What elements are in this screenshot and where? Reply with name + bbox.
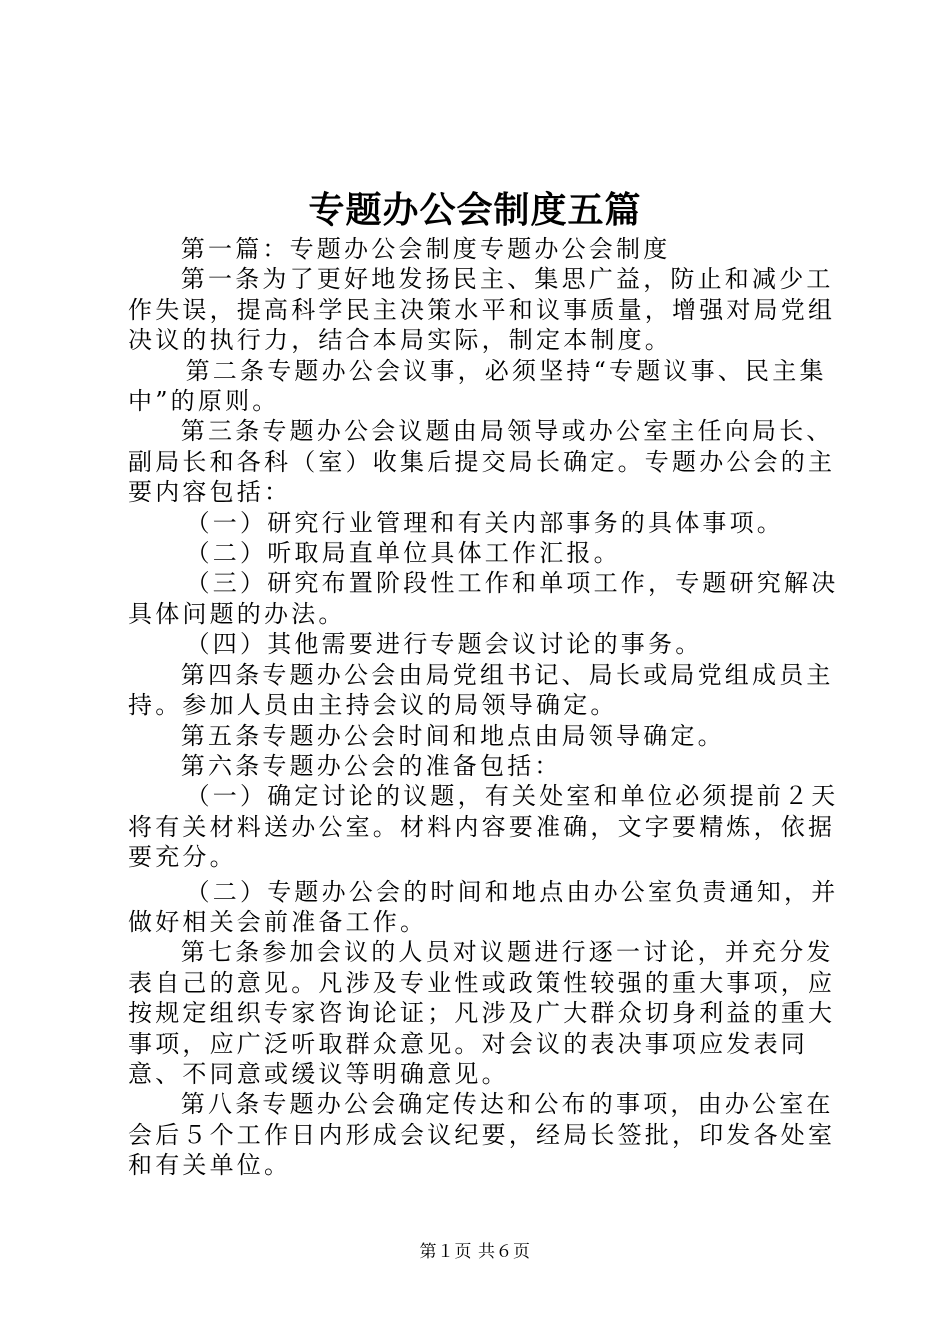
paragraph-item-3-3: （三）研究布置阶段性工作和单项工作，专题研究解决具体问题的办法。 <box>128 569 839 628</box>
page-number-footer: 第１页 共６页 <box>419 1242 531 1262</box>
paragraph-item-3-4: （四）其他需要进行专题会议讨论的事务。 <box>185 630 703 659</box>
paragraph-item-3-2: （二）听取局直单位具体工作汇报。 <box>185 539 621 568</box>
paragraph-item-6-1: （一）确定讨论的议题，有关处室和单位必须提前２天将有关材料送办公室。材料内容要准确，文字要精炼，依据要充分。 <box>128 782 839 872</box>
paragraph-article-4: 第四条专题办公会由局党组书记、局长或局党组成员主持。参加人员由主持会议的局领导确定。 <box>128 660 834 720</box>
paragraph-article-2: 第二条专题办公会议事，必须坚持“专题议事、民主集中”的原则。 <box>128 356 827 416</box>
paragraph-part-heading: 第一篇：专题办公会制度专题办公会制度 <box>180 235 671 263</box>
document-title: 专题办公会制度五篇 <box>308 189 642 231</box>
paragraph-item-3-1: （一）研究行业管理和有关内部事务的具体事项。 <box>185 508 784 537</box>
paragraph-article-1: 第一条为了更好地发扬民主、集思广益，防止和减少工作失误，提高科学民主决策水平和议事质量，增强对局党组决议的执行力，结合本局实际，制定本制度。 <box>128 265 836 355</box>
document-body <box>128 234 848 1181</box>
paragraph-article-6: 第六条专题办公会的准备包括： <box>180 751 562 780</box>
paragraph-item-6-2: （二）专题办公会的时间和地点由办公室负责通知，并做好相关会前准备工作。 <box>128 877 839 936</box>
paragraph-article-5: 第五条专题办公会时间和地点由局领导确定。 <box>180 721 725 750</box>
paragraph-article-8: 第八条专题办公会确定传达和公布的事项，由办公室在会后５个工作日内形成会议纪要，经局长签批，印发各处室和有关单位。 <box>128 1090 836 1180</box>
paragraph-article-7: 第七条参加会议的人员对议题进行逐一讨论，并充分发表自己的意见。凡涉及专业性或政策性较强的重大事项，应按规定组织专家咨询论证；凡涉及广大群众切身利益的重大事项，应广泛听取群众意见。对会议的表决事项应发表同意、不同意或缓议等明确意见。 <box>128 938 836 1088</box>
paragraph-article-3: 第三条专题办公会议题由局领导或办公室主任向局长、副局长和各科（室）收集后提交局长确定。专题办公会的主要内容包括： <box>128 417 836 507</box>
